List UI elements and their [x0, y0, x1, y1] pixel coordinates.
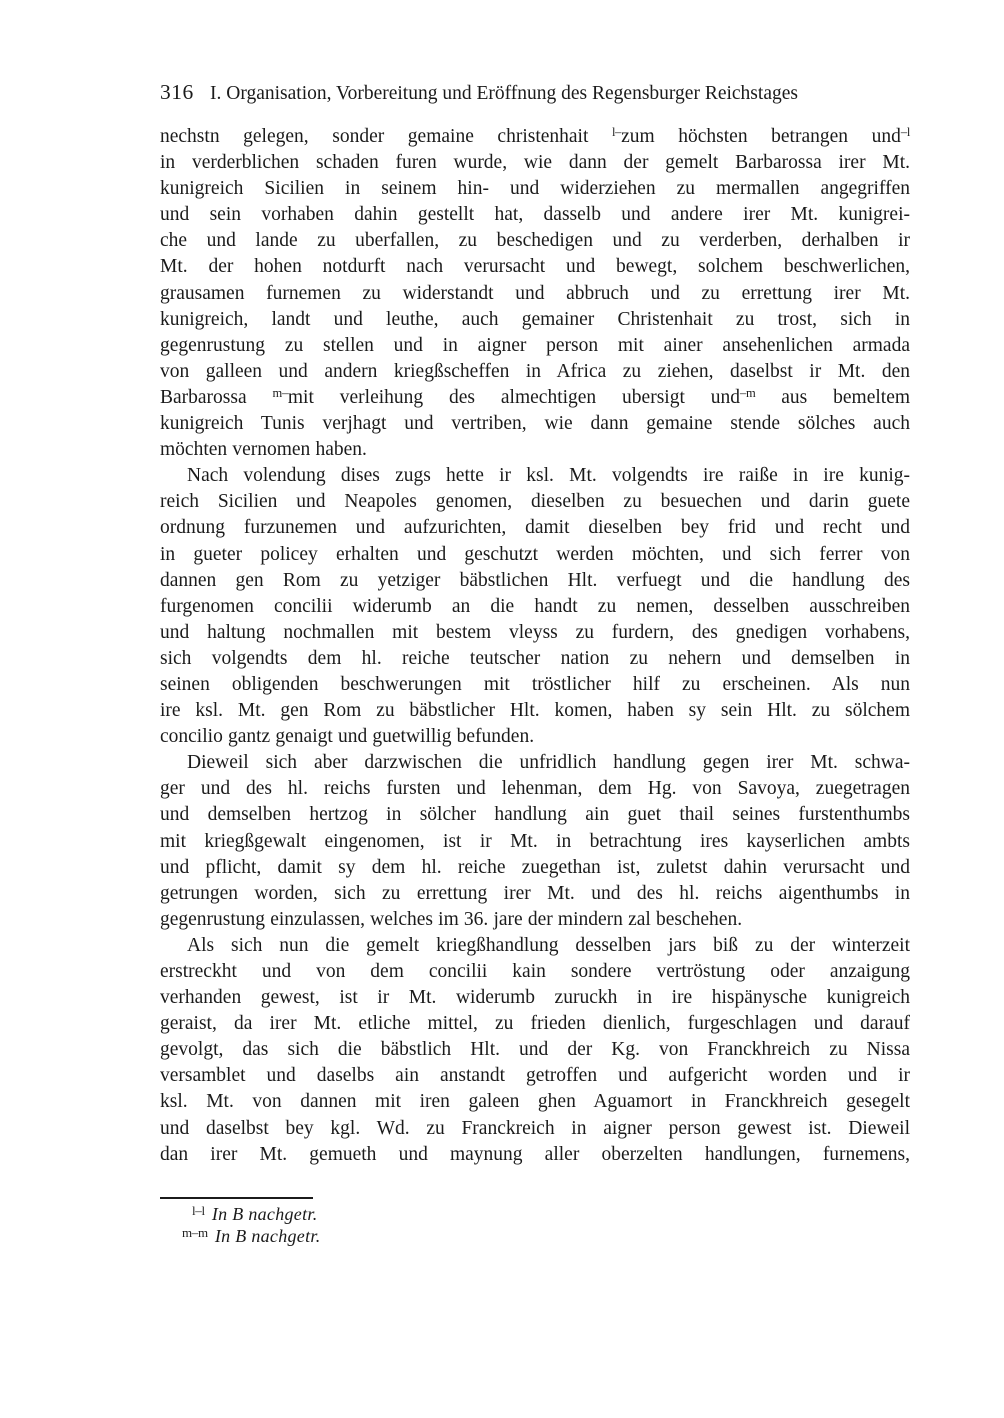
text-segment: verhanden gewest, ist ir Mt. widerumb zuruckh in ire hispänysche kunigreich — [160, 987, 910, 1009]
text-segment: kunigreich Tunis verjhagt und vertriben, wie dann gemaine stende sölches auch — [160, 413, 910, 435]
text-segment: gegenrustung einzulassen, welches im 36. jare der mindern zal beschehen. — [160, 908, 743, 930]
text-line — [160, 463, 910, 489]
text-segment: zum höchsten betrangen und — [621, 126, 901, 147]
text-segment: Mt. der hohen notdurft nach verursacht und bewegt, solchem beschwerlichen, — [160, 256, 910, 278]
text-segment: und pflicht, damit sy dem hl. reiche zuegethan ist, zuletst dahin verursacht und — [160, 856, 910, 878]
text-segment: Barbarossa — [160, 386, 273, 408]
text-line — [160, 672, 910, 698]
text-line — [160, 594, 910, 620]
text-segment: Nach volendung dises zugs hette ir ksl. Mt. volgendts ire raiße in ire kunig- — [187, 465, 910, 487]
text-line — [160, 646, 910, 672]
apparatus-mark: –m — [740, 385, 756, 400]
text-line — [160, 124, 910, 150]
text-line — [160, 959, 910, 985]
text-segment: und demselben hertzog in sölcher handlung ain guet thail seines furstenthumbs — [160, 804, 910, 826]
text-line — [160, 176, 910, 202]
text-line — [160, 1116, 910, 1142]
text-segment: möchten vernomen haben. — [160, 439, 367, 461]
text-line — [160, 855, 910, 881]
text-line — [160, 489, 910, 515]
text-line — [160, 515, 910, 541]
footnote-item — [160, 1204, 910, 1226]
text-line — [160, 385, 910, 411]
text-line — [160, 985, 910, 1011]
text-segment: grausamen furnemen zu widerstandt und abbruch und zu errettung irer Mt. — [160, 282, 910, 304]
text-segment: gevolgt, das sich die bäbstlich Hlt. und der Kg. von Franckhreich zu Nissa — [160, 1039, 910, 1061]
text-line — [160, 1089, 910, 1115]
text-line — [160, 1142, 910, 1168]
text-segment: versamblet und daselbs ain anstandt getroffen und aufgericht worden und ir — [160, 1065, 910, 1087]
text-line — [160, 1037, 910, 1063]
text-line — [160, 568, 910, 594]
text-line — [160, 202, 910, 228]
text-segment: reich Sicilien und Neapoles genomen, dieselben zu besuechen und darin guete — [160, 491, 910, 513]
text-line — [160, 333, 910, 359]
text-segment: getrungen worden, sich zu errettung irer Mt. und des hl. reichs aigenthumbs in — [160, 882, 910, 904]
text-line — [160, 437, 910, 463]
text-line — [160, 542, 910, 568]
text-segment: erstreckht und von dem concilii kain sondere vertröstung oder anzaigung — [160, 961, 910, 982]
text-segment: in gueter policey erhalten und geschutzt werden möchten, und sich ferrer von — [160, 543, 910, 565]
text-line — [160, 724, 910, 750]
text-line — [160, 281, 910, 307]
text-segment: gegenrustung zu stellen und in aigner person mit ainer ansehenlichen armada — [160, 334, 910, 356]
body-text-block — [160, 124, 910, 1168]
text-segment: nechstn gelegen, sonder gemaine christenhait — [160, 126, 612, 147]
text-segment: dannen gen Rom zu yetziger bäbstlichen Hlt. verfuegt und die handlung des — [160, 569, 910, 591]
text-line — [160, 776, 910, 802]
text-segment: mit verleihung des almechtigen ubersigt und — [287, 386, 741, 408]
text-segment: seinen obligenden beschwerungen mit tröstlicher hilf zu erscheinen. Als nun — [160, 673, 910, 695]
text-line — [160, 829, 910, 855]
text-line — [160, 933, 910, 959]
running-header — [160, 79, 910, 107]
text-line — [160, 1011, 910, 1037]
text-line — [160, 150, 910, 176]
text-segment: concilio gantz genaigt und guetwillig befunden. — [160, 726, 535, 748]
text-segment: von galleen und andern kriegßscheffen in Africa zu ziehen, daselbst ir Mt. den — [160, 360, 910, 382]
text-line — [160, 228, 910, 254]
text-segment: in verderblichen schaden furen wurde, wie dann der gemelt Barbarossa irer Mt. — [160, 152, 910, 174]
text-segment: ger und des hl. reichs fursten und lehenman, dem Hg. von Savoya, zuegetragen — [160, 778, 910, 800]
text-segment: sich volgendts dem hl. reiche teutscher nation zu nehern und demselben in — [160, 647, 910, 669]
text-segment: Als sich nun die gemelt kriegßhandlung desselben jars biß zu der winterzeit — [187, 934, 910, 956]
text-line — [160, 411, 910, 437]
footnote-text: In B nachgetr. — [211, 1204, 318, 1224]
text-line — [160, 620, 910, 646]
text-segment: che und lande zu uberfallen, zu beschedigen und zu verderben, derhalben ir — [160, 230, 910, 252]
footnote-block — [160, 1204, 910, 1248]
text-line — [160, 359, 910, 385]
text-line — [160, 802, 910, 828]
apparatus-mark: l– — [611, 125, 622, 139]
text-line — [160, 254, 910, 280]
text-line — [160, 907, 910, 933]
text-line — [160, 307, 910, 333]
footnote-mark: l–l — [192, 1203, 205, 1218]
text-segment: kunigreich, landt und leuthe, auch gemainer Christenhait zu trost, sich in — [160, 308, 910, 330]
apparatus-mark: m– — [272, 385, 288, 400]
text-segment: furgenomen concilii widerumb an die handt zu nemen, desselben ausschreiben — [160, 595, 910, 617]
text-segment: kunigreich Sicilien in seinem hin- und widerziehen zu mermallen angegriffen — [160, 178, 910, 200]
footnote-text: In B nachgetr. — [214, 1225, 321, 1246]
text-segment: dan irer Mt. gemueth und maynung aller oberzelten handlungen, furnemens, — [160, 1143, 910, 1165]
page-number: 316 — [160, 80, 194, 104]
text-segment: und sein vorhaben dahin gestellt hat, dasselb und andere irer Mt. kunigrei- — [160, 204, 910, 226]
text-segment: geraist, da irer Mt. etliche mittel, zu frieden dienlich, furgeschlagen und darauf — [160, 1013, 910, 1035]
text-line — [160, 750, 910, 776]
text-segment: aus bemeltem — [755, 386, 911, 408]
footnote-item — [160, 1226, 910, 1248]
running-head-title: I. Organisation, Vorbereitung und Eröffnung des Regensburger Reichstages — [210, 83, 798, 104]
text-segment: Dieweil sich aber darzwischen die unfridlich handlung gegen irer Mt. schwa- — [187, 752, 910, 774]
text-segment: ordnung furzunemen und aufzurichten, damit dieselben bey frid und recht und — [160, 517, 910, 539]
footnote-mark: m–m — [182, 1224, 208, 1240]
text-segment: mit kriegßgewalt eingenomen, ist ir Mt. in betrachtung ires kayserlichen ambts — [160, 830, 910, 852]
text-segment: ire ksl. Mt. gen Rom zu bäbstlicher Hlt. komen, haben sy sein Hlt. zu sölchem — [160, 700, 910, 722]
text-line — [160, 881, 910, 907]
apparatus-mark: –l — [900, 125, 910, 139]
text-segment: ksl. Mt. von dannen mit iren galeen ghen Aguamort in Franckhreich gesegelt — [160, 1091, 910, 1113]
text-segment: und daselbst bey kgl. Wd. zu Franckreich in aigner person gewest ist. Dieweil — [160, 1117, 910, 1139]
text-segment: und haltung nochmallen mit bestem vleyss zu furdern, des gnedigen vorhabens, — [160, 621, 910, 643]
text-line — [160, 698, 910, 724]
text-line — [160, 1063, 910, 1089]
footnote-separator — [160, 1197, 313, 1199]
